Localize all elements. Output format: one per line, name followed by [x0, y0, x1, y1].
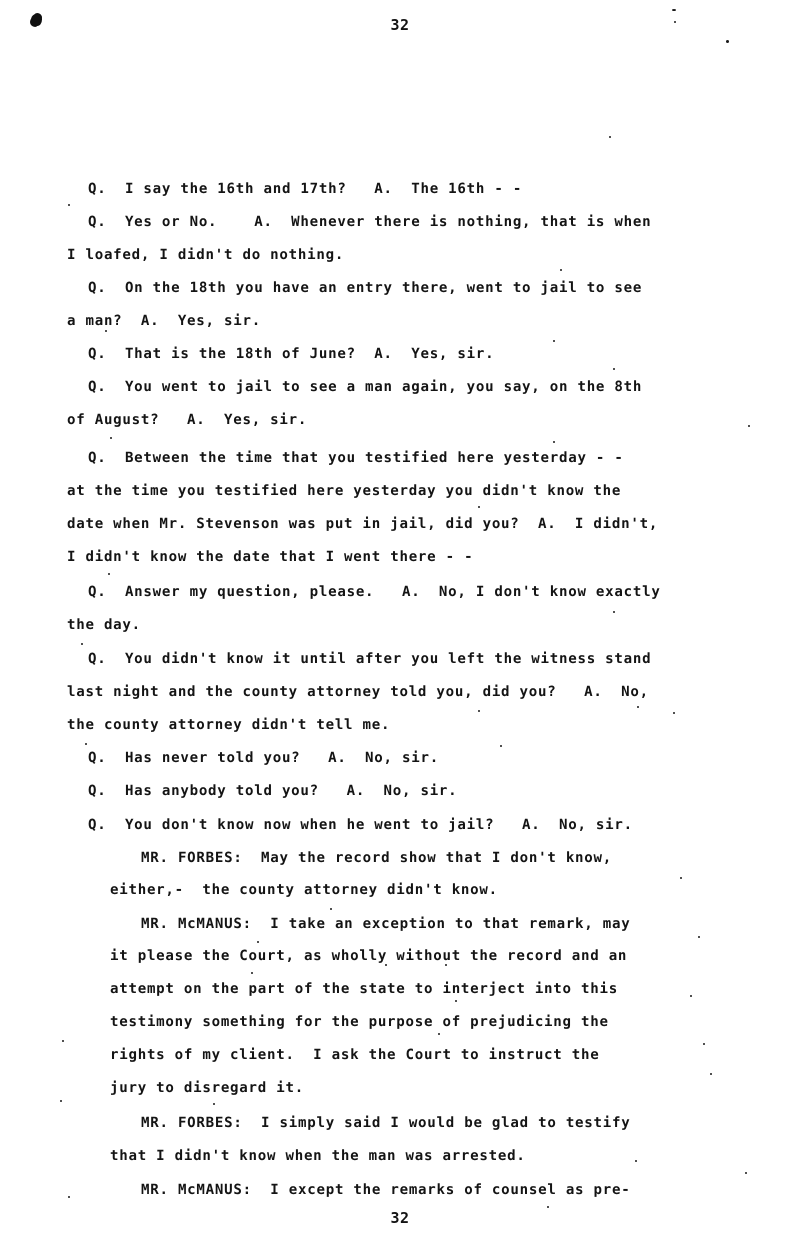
transcript-line: MR. FORBES: I simply said I would be glad to testify — [141, 1115, 631, 1131]
scan-speck — [68, 1196, 70, 1198]
transcript-line: it please the Court, as wholly without the record and an — [110, 948, 628, 964]
scan-speck — [635, 1160, 637, 1162]
transcript-line: that I didn't know when the man was arrested. — [110, 1148, 526, 1164]
scan-speck — [385, 964, 387, 966]
scan-speck — [726, 40, 729, 43]
scan-speck — [560, 269, 562, 271]
transcript-line: I loafed, I didn't do nothing. — [67, 247, 345, 263]
scan-speck — [213, 1103, 215, 1105]
scan-speck — [478, 710, 480, 712]
page-number-footer: 32 — [390, 1209, 410, 1227]
scan-speck — [690, 995, 692, 997]
scan-speck — [547, 1206, 549, 1208]
scan-speck — [105, 330, 107, 332]
transcript-line: Q. You went to jail to see a man again, you say, on the 8th — [88, 379, 643, 395]
scan-speck — [672, 9, 676, 11]
transcript-line: either,- the county attorney didn't know. — [110, 882, 498, 898]
scan-speck — [609, 136, 611, 138]
transcript-line: date when Mr. Stevenson was put in jail, did you? A. I didn't, — [67, 516, 659, 532]
scan-speck — [438, 1033, 440, 1035]
transcript-line: Q. That is the 18th of June? A. Yes, sir. — [88, 346, 495, 362]
scan-speck — [553, 441, 555, 443]
transcript-line: Q. On the 18th you have an entry there, went to jail to see — [88, 280, 643, 296]
transcript-line: Q. Has never told you? A. No, sir. — [88, 750, 439, 766]
scan-speck — [110, 437, 112, 439]
transcript-line: Q. Between the time that you testified here yesterday - - — [88, 450, 624, 466]
page-number-header: 32 — [390, 16, 410, 34]
transcript-line: at the time you testified here yesterday you didn't know the — [67, 483, 622, 499]
scan-speck — [330, 908, 332, 910]
transcript-line: the day. — [67, 617, 141, 633]
transcript-line: Q. I say the 16th and 17th? A. The 16th - - — [88, 181, 523, 197]
transcript-line: Q. You don't know now when he went to jail? A. No, sir. — [88, 817, 633, 833]
scan-speck — [251, 972, 253, 974]
transcript-line: attempt on the part of the state to interject into this — [110, 981, 618, 997]
scan-speck — [257, 941, 259, 943]
scan-speck — [62, 1040, 64, 1042]
scan-speck — [81, 643, 83, 645]
transcript-line: testimony something for the purpose of prejudicing the — [110, 1014, 609, 1030]
scan-speck — [637, 706, 639, 708]
scan-speck — [108, 573, 110, 575]
transcript-line: Q. Yes or No. A. Whenever there is nothing, that is when — [88, 214, 652, 230]
transcript-line: I didn't know the date that I went there - - — [67, 549, 474, 565]
scan-speck — [553, 340, 555, 342]
transcript-line: MR. McMANUS: I take an exception to that remark, may — [141, 916, 631, 932]
scan-speck — [673, 712, 675, 714]
scan-speck — [478, 506, 480, 508]
transcript-line: of August? A. Yes, sir. — [67, 412, 308, 428]
transcript-line: jury to disregard it. — [110, 1080, 304, 1096]
transcript-line: rights of my client. I ask the Court to instruct the — [110, 1047, 600, 1063]
scan-speck — [613, 368, 615, 370]
scan-speck — [698, 936, 700, 938]
scan-speck — [500, 745, 502, 747]
transcript-line: MR. FORBES: May the record show that I don't know, — [141, 850, 612, 866]
scan-speck — [613, 611, 615, 613]
scan-speck — [745, 1172, 747, 1174]
scan-speck — [60, 1100, 62, 1102]
transcript-line: a man? A. Yes, sir. — [67, 313, 261, 329]
scan-speck — [445, 964, 447, 966]
transcript-line: last night and the county attorney told you, did you? A. No, — [67, 684, 649, 700]
scan-speck — [455, 1000, 457, 1002]
scan-speck — [748, 425, 750, 427]
transcript-line: Q. You didn't know it until after you left the witness stand — [88, 651, 652, 667]
transcript-line: MR. McMANUS: I except the remarks of counsel as pre- — [141, 1182, 631, 1198]
scan-speck — [710, 1073, 712, 1075]
transcript-line: the county attorney didn't tell me. — [67, 717, 391, 733]
transcript-line: Q. Answer my question, please. A. No, I don't know exactly — [88, 584, 661, 600]
scan-speck — [85, 743, 87, 745]
scan-speck — [680, 877, 682, 879]
scan-speck — [703, 1043, 705, 1045]
scan-speck — [68, 204, 70, 206]
transcript-line: Q. Has anybody told you? A. No, sir. — [88, 783, 458, 799]
